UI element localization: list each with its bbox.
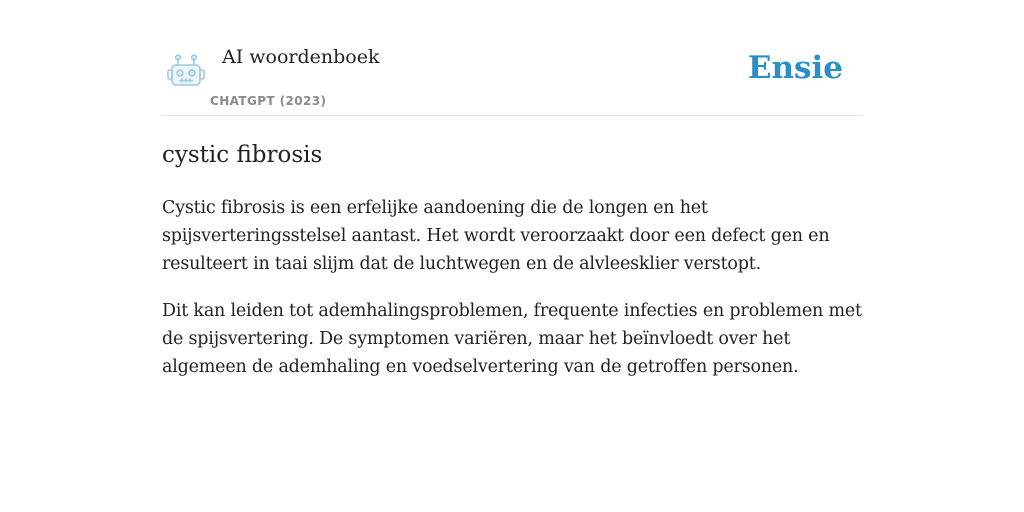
definition-paragraph-1: Cystic fibrosis is een erfelijke aandoening die de longen en het spijsverteringsstelsel aantast. Het wordt veroorzaakt door een defect gen en resulteert in taai slijm dat de luchtwegen en de alvleesklier verstopt. — [162, 198, 830, 274]
dictionary-title[interactable]: AI woordenboek — [222, 46, 380, 68]
definition-paragraph-2: Dit kan leiden tot ademhalingsproblemen, frequente infecties en problemen met de spijsvertering. De symptomen variëren, maar het beïnvloedt over het algemeen de ademhaling en voedselvertering van de getroffen personen. — [162, 301, 862, 377]
robot-icon — [166, 52, 206, 90]
source-label: CHATGPT (2023) — [210, 94, 327, 108]
header — [162, 40, 862, 116]
brand-logo[interactable]: Ensie — [747, 50, 843, 86]
entry-term: cystic fibrosis — [162, 142, 323, 168]
page-container — [162, 40, 862, 381]
